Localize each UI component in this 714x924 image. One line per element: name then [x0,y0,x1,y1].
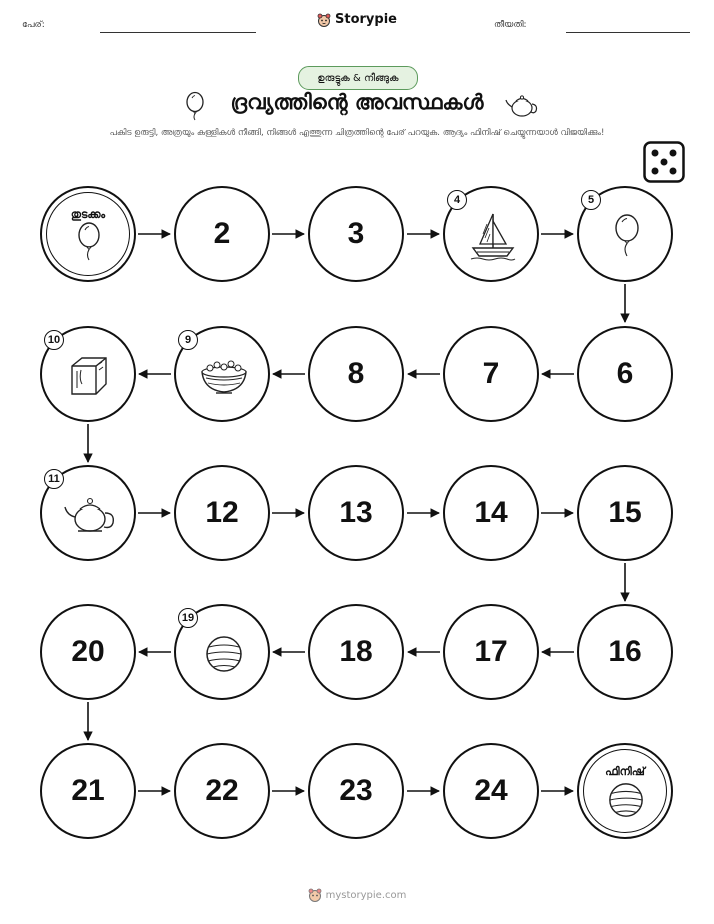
page-title: ദ്രവ്യത്തിന്റെ അവസ്ഥകൾ [230,90,484,114]
board-cell-12[interactable] [174,465,270,561]
planet-ball-icon [607,781,645,819]
balloon-icon [612,214,642,258]
cereal-bowl-icon [198,356,250,396]
name-label: പേര്: [22,20,45,30]
board-cell-21[interactable] [40,743,136,839]
board-cell-6[interactable] [577,326,673,422]
board-cell-22[interactable] [174,743,270,839]
cell-number-badge: 5 [581,190,601,210]
board-cell-18[interactable] [308,604,404,700]
footer-url[interactable]: mystorypie.com [325,889,407,901]
cell-number-badge: 4 [447,190,467,210]
board-cell-10[interactable] [40,326,136,422]
board-finish-cell[interactable] [577,743,673,839]
cell-number: 20 [71,635,105,668]
activity-tag: ഉരുട്ടുക & നീങ്ങുക [298,66,418,90]
board-cell-15[interactable] [577,465,673,561]
board-cell-7[interactable] [443,326,539,422]
planet-ball-icon [204,634,244,674]
cell-number: 22 [205,774,239,807]
board-cell-11[interactable] [40,465,136,561]
cell-number: 12 [205,496,239,529]
finish-label: ഫിനിഷ് [605,765,645,778]
cell-number: 6 [616,357,634,390]
cell-number: 15 [608,496,642,529]
cell-number: 23 [339,774,373,807]
storypie-logo-icon [308,888,322,902]
teapot-icon [62,493,118,537]
board-cell-3[interactable] [308,186,404,282]
board-cell-24[interactable] [443,743,539,839]
cell-number: 3 [347,217,365,250]
board-cell-13[interactable] [308,465,404,561]
instructions: പകിട ഉരുട്ടി, അത്രയും കള്ളികൾ നീങ്ങി, നിങ്ങൾ എത്തുന്ന ചിത്രത്തിന്റെ പേര് പറയുക. ആദ്യം ഫിനിഷ് ചെയ്യുന്നയാൾ വിജയിക്കും! [109,128,605,138]
board-cell-16[interactable] [577,604,673,700]
cell-number: 13 [339,496,373,529]
board-cell-20[interactable] [40,604,136,700]
start-label: തുടക്കം [70,208,106,221]
cell-number: 21 [71,774,105,807]
cell-number: 24 [474,774,508,807]
cell-number-badge: 9 [178,330,198,350]
date-label: തീയതി: [494,20,527,30]
board-cell-19[interactable] [174,604,270,700]
cell-number-badge: 19 [178,608,198,628]
board-start-cell[interactable] [40,186,136,282]
cell-number-badge: 11 [44,469,64,489]
footer [0,888,714,905]
board-cell-14[interactable] [443,465,539,561]
board-cell-23[interactable] [308,743,404,839]
board-cell-9[interactable] [174,326,270,422]
cell-number: 17 [474,635,508,668]
cell-number: 2 [213,217,231,250]
balloon-icon [75,222,103,262]
cell-number: 18 [339,635,373,668]
board-cell-2[interactable] [174,186,270,282]
board-cell-8[interactable] [308,326,404,422]
brand-name: Storypie [335,12,397,27]
board-cell-4[interactable] [443,186,539,282]
cell-number: 8 [347,357,365,390]
sailboat-icon [469,210,517,262]
cell-number-badge: 10 [44,330,64,350]
ice-cube-icon [66,354,112,398]
cell-number: 7 [482,357,500,390]
board-cell-17[interactable] [443,604,539,700]
cell-number: 16 [608,635,642,668]
cell-number: 14 [474,496,508,529]
board-cell-5[interactable] [577,186,673,282]
